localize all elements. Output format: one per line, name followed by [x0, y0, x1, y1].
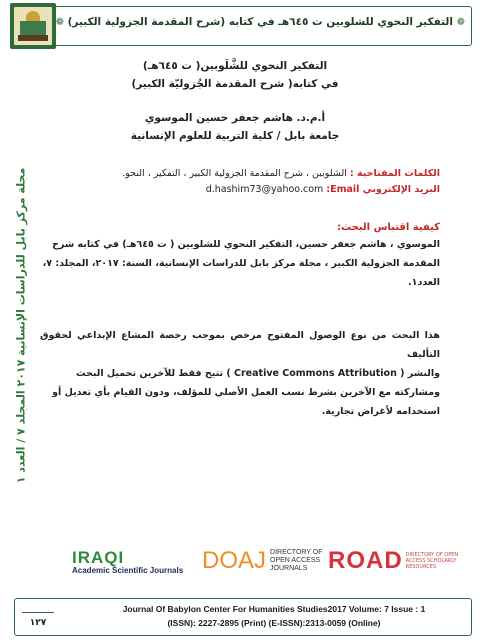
- citation-line: المقدمة الجزولية الكبير ، مجلة مركز بابل للدراسات الإنسانية، السنة: ٢٠١٧، المجلد: ٧،: [42, 258, 440, 269]
- license-cc-text: Creative Commons Attribution: [234, 368, 397, 379]
- footer-journal-line: Journal Of Babylon Center For Humanities Studies2017 Volume: 7 Issue : 1: [122, 604, 426, 614]
- email-label: البريد الإلكتروني Email:: [326, 184, 440, 195]
- header-title-text: التفكير النحوي للشلوبين ت ٦٤٥هـ في كتابه (شرح المقدمة الجزولية الكبير): [67, 16, 453, 28]
- author-block: [70, 112, 400, 142]
- page-number: ١٢٧: [22, 612, 54, 632]
- citation-heading: كيفية اقتباس البحث:: [337, 222, 440, 233]
- license-text: ) تتيح فقط للآخرين تحميل البحث: [76, 368, 231, 379]
- doaj-logo[interactable]: [202, 548, 323, 574]
- ornament-icon: ❁: [55, 17, 64, 28]
- doaj-sub-line: JOURNALS: [270, 565, 308, 572]
- doaj-logo-subtitle: [270, 549, 323, 573]
- license-text: والنشر (: [400, 368, 440, 379]
- article-title: التفكير النحوي للشَّلَوبين( ت ٦٤٥هـ): [142, 60, 328, 72]
- doaj-logo-word: DOAJ: [202, 547, 267, 574]
- page-header: [14, 6, 472, 46]
- citation-line: الموسوي ، هاشم جعفر حسين، التفكير النحوي للشلوبين ( ت ٦٤٥هـ) في كتابه شرح: [52, 239, 440, 250]
- keywords-block: [40, 168, 440, 195]
- road-logo-word: ROAD: [328, 547, 403, 574]
- author-name: أ.م.د. هاشم جعفر حسين الموسوي: [144, 112, 326, 124]
- article-subtitle: في كتابه( شرح المقدمة الجُزوليّة الكبير): [131, 78, 339, 90]
- side-journal-text: مجلة مركز بابل للدراسات الإنسانية ٢٠١٧ المجلد ٧ / العدد ١: [14, 167, 28, 483]
- keywords-value: الشلوبين ، شرح المقدمة الجزولية الكبير ، التفكير ، النحو.: [122, 168, 347, 179]
- license-line: ومشاركته مع الآخرين بشرط نسب العمل الأصلي للمؤلف، ودون القيام بأي تعديل أو: [52, 387, 440, 398]
- citation-block: [40, 222, 440, 292]
- license-line: استخدامه لأغراض تجارية.: [321, 406, 440, 417]
- footer-issn-line: (ISSN): 2227-2895 (Print) (E-ISSN):2313-0059 (Online): [167, 618, 381, 628]
- indexing-logos: [60, 548, 460, 582]
- header-title: [55, 16, 465, 28]
- doaj-sub-line: DIRECTORY OF: [270, 549, 323, 556]
- iraqi-logo-subtitle: Academic Scientific Journals: [72, 566, 184, 575]
- keywords-label: الكلمات المفتاحية :: [349, 168, 440, 179]
- ornament-icon: ❁: [456, 17, 465, 28]
- side-journal-band: [6, 167, 36, 483]
- doaj-sub-line: OPEN ACCESS: [270, 557, 321, 564]
- citation-line: العدد١.: [408, 277, 440, 288]
- email-link[interactable]: d.hashim73@yahoo.com: [205, 184, 324, 195]
- article-title-block: [70, 60, 400, 90]
- road-logo[interactable]: [328, 548, 466, 574]
- iraqi-logo-word: IRAQI: [72, 548, 125, 567]
- iraqi-journals-logo[interactable]: [72, 548, 183, 575]
- page-footer: [14, 598, 472, 636]
- road-logo-subtitle: DIRECTORY OF OPEN ACCESS SCHOLARLY RESOURCES: [405, 552, 459, 570]
- email-line: [40, 184, 440, 195]
- journal-logo-icon: [10, 3, 56, 49]
- license-line: [40, 364, 440, 383]
- author-affiliation: جامعة بابل / كلية التربية للعلوم الإنسانية: [130, 130, 340, 142]
- license-line: هذا البحث من نوع الوصول المفتوح مرخص بموجب رخصة المشاع الإبداعي لحقوق التأليف: [40, 330, 440, 360]
- license-block: [40, 326, 440, 421]
- keywords-line: [40, 168, 440, 179]
